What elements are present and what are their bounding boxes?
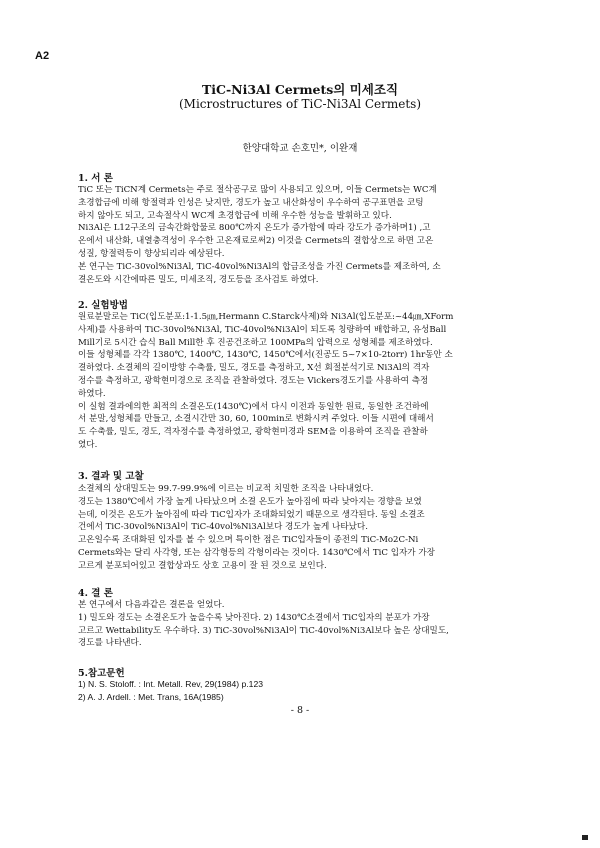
text-line: 경도는 1380℃에서 가장 높게 나타났으며 소결 온도가 높아짐에 따라 낮아지는 경향을 보였 [78, 496, 422, 507]
text-line: 소결체의 상대밀도는 99.7-99.9%에 이르는 비교적 치밀한 조직을 나타내었다. [78, 484, 374, 494]
section-body-methods [78, 311, 526, 452]
text-line: 는데, 이것은 온도가 높아짐에 따라 TiC입자가 조대화되었기 때문으로 생각된다. 동일 소결조 [78, 509, 425, 520]
text-line: 원료분말로는 TiC(입도분포:1-1.5㎛,Hermann C.Starck사제)와 Ni3Al(입도분포:~44㎛,XForm [78, 312, 454, 322]
text-line: 결하였다. 소결체의 길이방향 수축률, 밀도, 경도를 측정하고, X선 회절분석기로 Ni3Al의 격자 [78, 363, 430, 374]
text-line: 고온일수록 조대화된 입자를 볼 수 있으며 특이한 점은 TiC입자들이 종전의 TiC-Mo2C-Ni [78, 535, 419, 546]
text-line: 고르게 분포되어있고 결합상과도 상호 고용이 잘 된 것으로 보인다. [78, 560, 327, 571]
text-line: 결온도와 시간에따른 밀도, 미세조직, 경도등을 조사검토 하였다. [78, 274, 319, 285]
page-number: - 8 - [290, 705, 310, 716]
scan-mark [582, 835, 588, 840]
text-line: Mill기로 5시간 습식 Ball Mill한 후 진공건조하고 100MPa의 압력으로 성형체를 제조하였다. [78, 337, 433, 348]
text-line: 서 분말,성형체를 만들고, 소결시간만 30, 60, 100min로 변화시켜 주었다. 이들 시편에 대해서 [78, 414, 434, 425]
reference-item: 1) N. S. Stoloff. : Int. Metall. Rev, 29(1984) p.123 [78, 679, 264, 689]
section-heading-introduction: 1. 서 론 [78, 173, 113, 184]
section-heading-results: 3. 결과 및 고찰 [78, 471, 144, 482]
text-line: 하지 않아도 되고, 고속절삭시 WC계 초경합금에 비해 우수한 성능을 발휘하고 있다. [78, 210, 392, 221]
text-line: 초경합금에 비해 항절력과 인성은 낮지만, 경도가 높고 내산화성이 우수하여 공구표면을 코팅 [78, 197, 424, 208]
title-english: (Microstructures of TiC-Ni3Al Cermets) [178, 97, 422, 111]
text-line: Ni3Al은 L12구조의 금속간화합물로 800℃까지 온도가 증가함에 따라 강도가 증가하며1) ,고 [78, 223, 431, 234]
text-line: 온에서 내산화, 내열충격성이 우수한 고온재료로써2) 이것을 Cermets의 결합상으로 하면 고온 [78, 236, 434, 247]
section-tag: A2 [35, 50, 50, 62]
text-line: TiC 또는 TiCN계 Cermets는 주로 절삭공구로 많이 사용되고 있으며, 이들 Cermets는 WC계 [78, 185, 437, 195]
section-heading-conclusion: 4. 결 론 [78, 588, 113, 599]
text-line: 본 연구에서 다음과같은 결론을 얻었다. [78, 600, 225, 610]
text-line: 였다. [78, 439, 98, 450]
text-line: Cermets와는 달리 사각형, 또는 삼각형등의 각형이라는 것이다. 1430℃에서 TiC 입자가 가장 [78, 547, 435, 558]
text-line: 경도를 나타낸다. [78, 638, 142, 649]
text-line: 이 실험 결과에의한 최적의 소결온도(1430℃)에서 다시 이전과 동일한 원료, 동일한 조건하에 [78, 401, 429, 412]
reference-item: 2) A. J. Ardell. : Met. Trans, 16A(1985) [78, 692, 224, 702]
text-line: 1) 밀도와 경도는 소결온도가 높을수록 낮아진다. 2) 1430℃소결에서 TiC입자의 분포가 가장 [78, 612, 430, 623]
section-body-conclusion [78, 599, 526, 650]
text-line: 건에서 TiC-30vol%Ni3Al이 TiC-40vol%Ni3Al보다 경도가 높게 나타났다. [78, 522, 368, 533]
text-line: 성질, 항절력등이 향상되리라 예상된다. [78, 248, 225, 259]
text-line: 정수를 측정하고, 광학현미경으로 조직을 관찰하였다. 경도는 Vickers경도기를 사용하여 측정 [78, 375, 429, 386]
text-line: 하였다. [78, 388, 106, 399]
text-line: 도 수축률, 밀도, 경도, 격자정수를 측정하였고, 광학현미경과 SEM을 이용하여 조직을 관찰하 [78, 427, 428, 438]
section-body-introduction [78, 184, 526, 286]
section-heading-methods: 2. 실험방법 [78, 300, 128, 311]
references-heading: 5.참고문헌 [78, 668, 125, 679]
text-line: 본 연구는 TiC-30vol%Ni3Al, TiC-40vol%Ni3Al의 합금조성을 가진 Cermets를 제조하여, 소 [78, 261, 441, 272]
text-line: 사제)를 사용하여 TiC-30vol%Ni3Al, TiC-40vol%Ni3Al이 되도록 칭량하여 배합하고, 유성Ball [78, 324, 447, 335]
section-body-results [78, 483, 526, 573]
title-korean: TiC-Ni3Al Cermets의 미세조직 [201, 82, 399, 97]
text-line: 이들 성형체를 각각 1380℃, 1400℃, 1430℃, 1450℃에서(진공도 5~7×10-2torr) 1hr동안 소 [78, 350, 453, 361]
authors: 한양대학교 손호민*, 이완재 [242, 143, 358, 154]
text-line: 고르고 Wettability도 우수하다. 3) TiC-30vol%Ni3Al이 TiC-40vol%Ni3Al보다 높은 상대밀도, [78, 625, 449, 636]
